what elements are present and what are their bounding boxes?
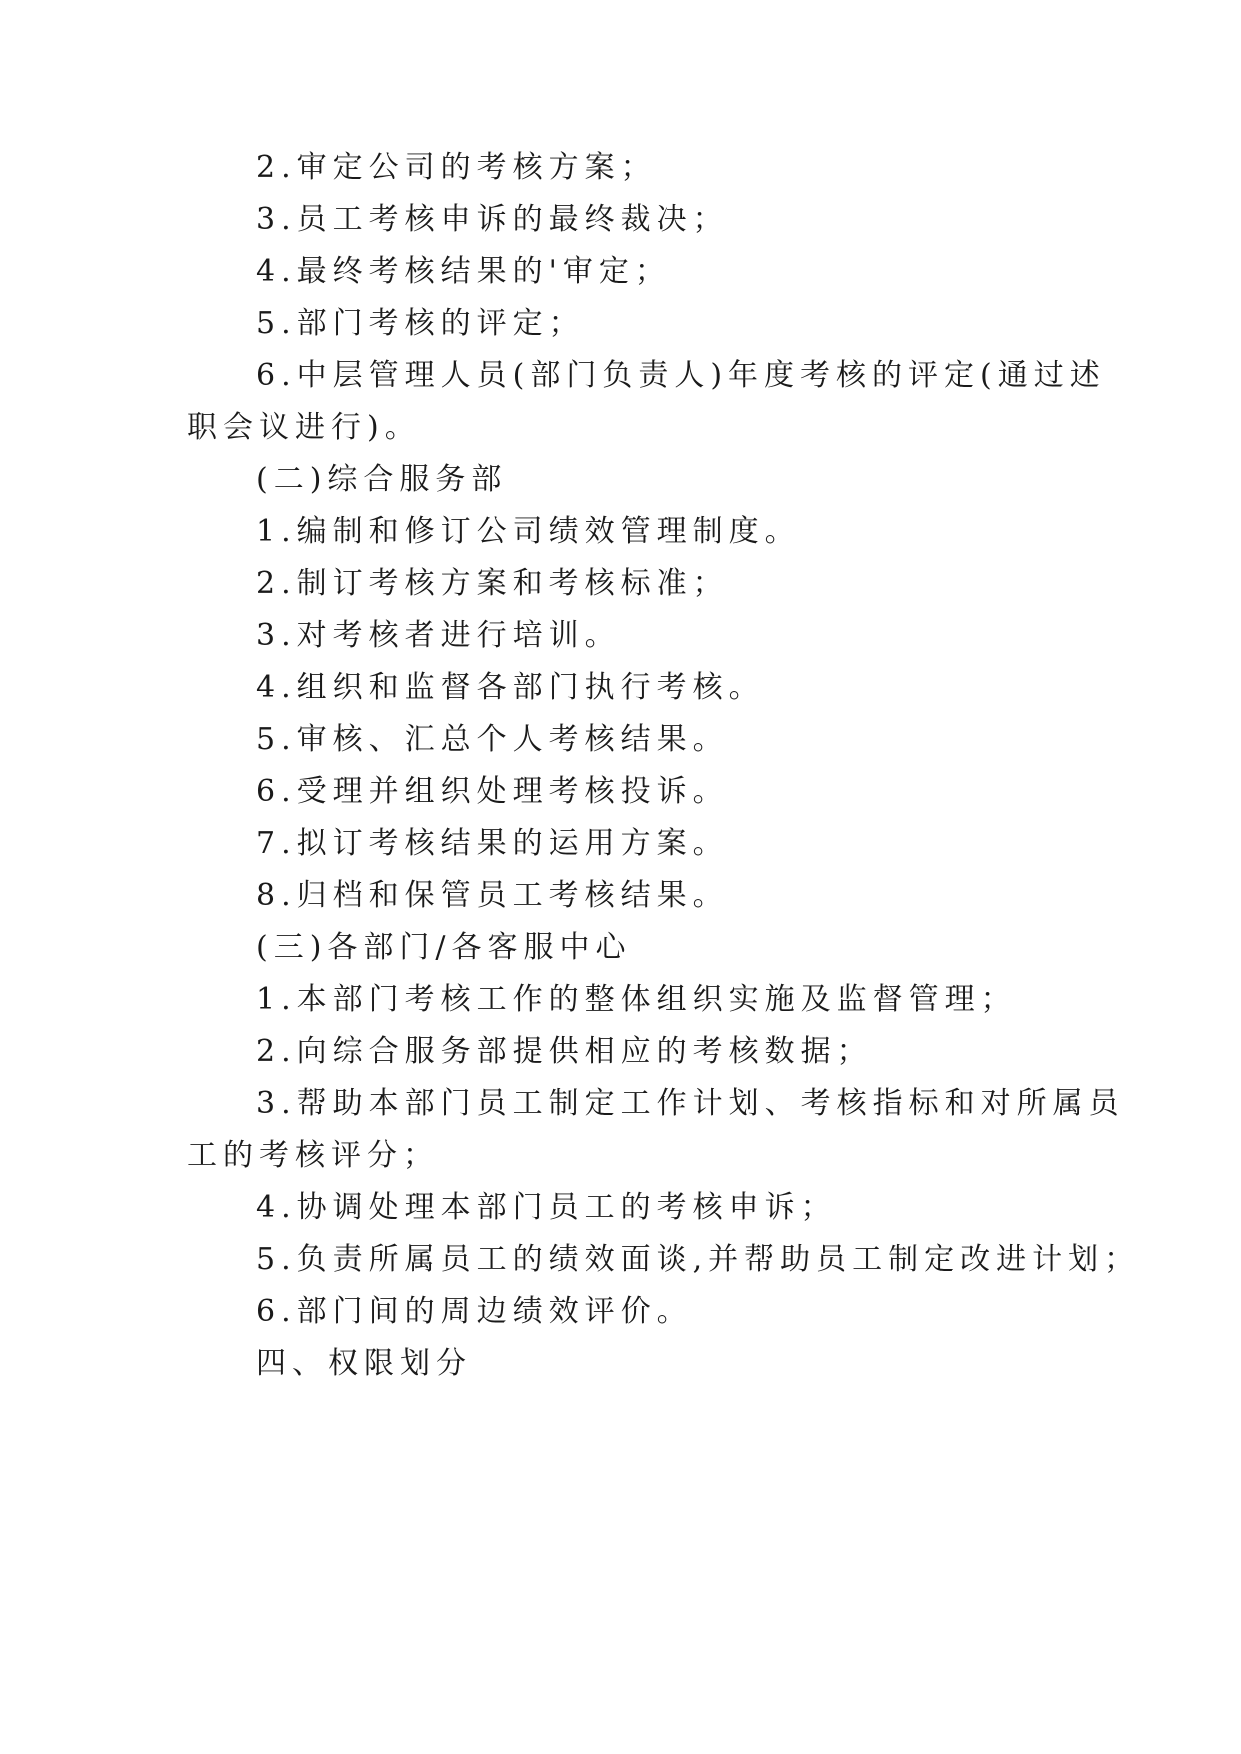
list-item: 1.本部门考核工作的整体组织实施及监督管理； [256,982,1017,1017]
list-item: 4.组织和监督各部门执行考核。 [256,670,765,705]
list-item-continuation: 工的考核评分； [187,1138,439,1173]
list-item: 3.对考核者进行培训。 [256,618,621,653]
list-item: 1.编制和修订公司绩效管理制度。 [256,514,801,549]
list-item: 6.部门间的周边绩效评价。 [256,1294,693,1329]
list-item: 5.负责所属员工的绩效面谈,并帮助员工制定改进计划； [256,1242,1141,1277]
list-item: 5.部门考核的评定； [256,306,585,341]
list-item: 2.审定公司的考核方案； [256,150,657,185]
section-heading: 四、权限划分 [256,1346,472,1381]
list-item: 2.制订考核方案和考核标准； [256,566,729,601]
section-heading: (二)综合服务部 [256,462,508,497]
list-item: 4.协调处理本部门员工的考核申诉； [256,1190,837,1225]
list-item-continuation: 职会议进行)。 [187,410,421,445]
list-item: 8.归档和保管员工考核结果。 [256,878,729,913]
list-item: 4.最终考核结果的'审定； [256,254,671,289]
list-item: 3.帮助本部门员工制定工作计划、考核指标和对所属员 [256,1086,1125,1121]
list-item: 6.受理并组织处理考核投诉。 [256,774,729,809]
list-item: 5.审核、汇总个人考核结果。 [256,722,729,757]
list-item: 3.员工考核申诉的最终裁决； [256,202,729,237]
list-item: 2.向综合服务部提供相应的考核数据； [256,1034,873,1069]
list-item: 6.中层管理人员(部门负责人)年度考核的评定(通过述 [256,358,1106,393]
section-heading: (三)各部门/各客服中心 [256,930,632,965]
list-item: 7.拟订考核结果的运用方案。 [256,826,729,861]
